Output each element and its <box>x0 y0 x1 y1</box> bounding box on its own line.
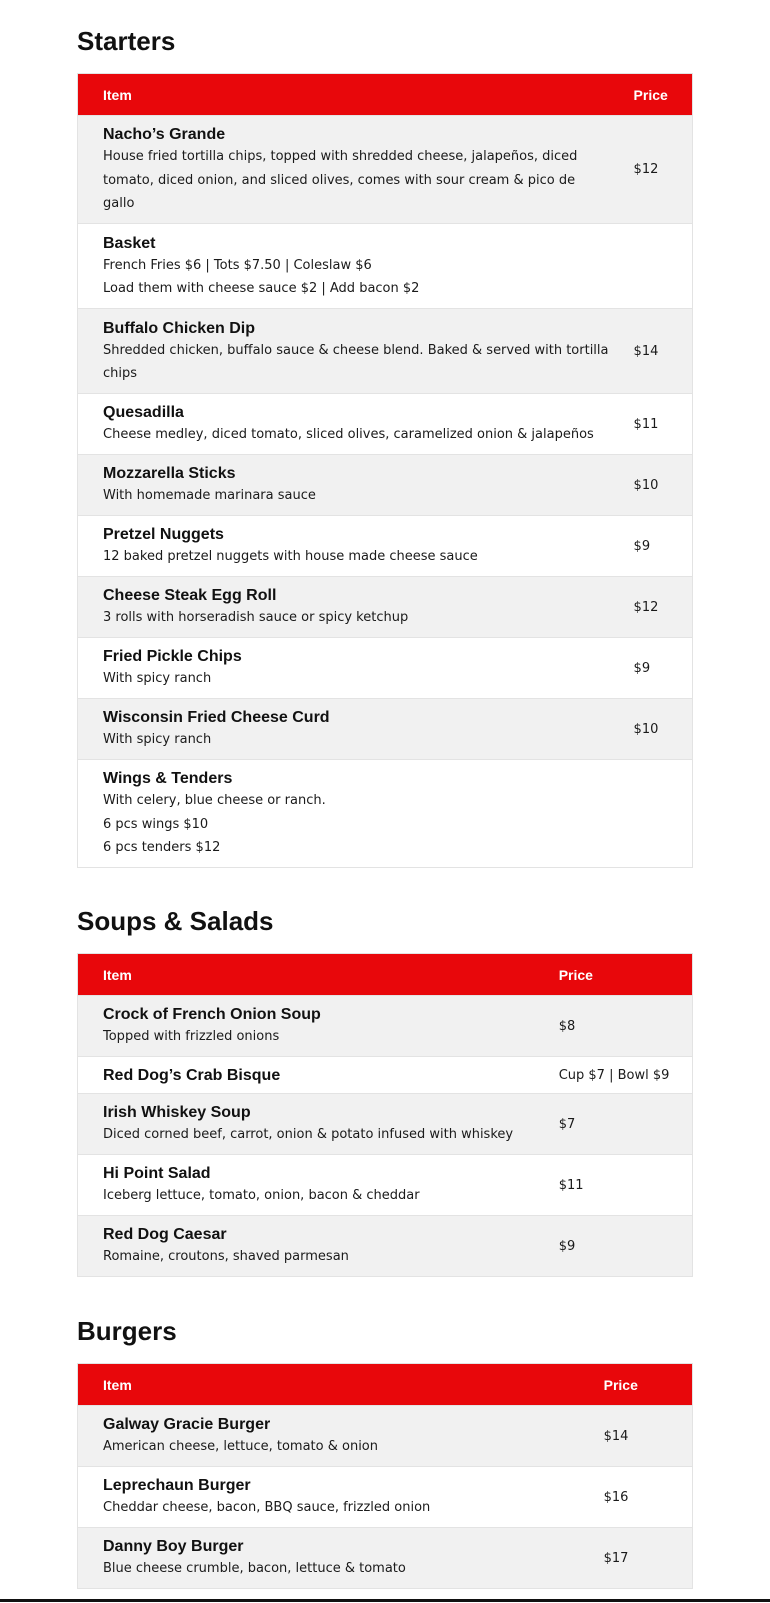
item-price: $9 <box>633 538 651 554</box>
menu-row <box>78 1528 693 1589</box>
item-description: French Fries $6 | Tots $7.50 | Coleslaw $6 <box>103 257 372 273</box>
item-price <box>634 760 693 868</box>
item-name: Red Dog’s Crab Bisque <box>103 1067 281 1084</box>
item-name: Nacho’s Grande <box>103 126 226 144</box>
item-description: House fried tortilla chips, topped with shredded cheese, jalapeños, diced tomato, diced onion, and sliced olives, comes with sour cream & pico de gallo <box>103 149 578 212</box>
item-name: Quesadilla <box>103 404 184 422</box>
page-bottom-rule <box>0 1599 770 1602</box>
item-description: 3 rolls with horseradish sauce or spicy ketchup <box>103 610 409 626</box>
item-name: Leprechaun Burger <box>103 1477 251 1495</box>
item-description: Diced corned beef, carrot, onion & potato infused with whiskey <box>103 1127 514 1143</box>
menu-row <box>78 224 693 309</box>
item-description: Blue cheese crumble, bacon, lettuce & tomato <box>103 1561 406 1577</box>
item-name: Hi Point Salad <box>103 1165 211 1183</box>
menu-row <box>78 638 693 699</box>
item-price: $11 <box>558 1177 584 1193</box>
item-name: Crock of French Onion Soup <box>103 1006 321 1024</box>
menu-row <box>78 455 693 516</box>
item-name: Fried Pickle Chips <box>103 648 242 666</box>
menu-row <box>78 1057 693 1094</box>
item-name: Danny Boy Burger <box>103 1538 244 1556</box>
table-header-row <box>78 954 693 996</box>
column-header-item: Item <box>78 954 559 996</box>
item-description: With homemade marinara sauce <box>103 488 316 504</box>
item-description: 12 baked pretzel nuggets with house made cheese sauce <box>103 549 478 565</box>
item-price: $7 <box>558 1116 576 1132</box>
item-price: $10 <box>633 477 659 493</box>
item-description: Cheddar cheese, bacon, BBQ sauce, frizzled onion <box>103 1500 431 1516</box>
item-price: $12 <box>633 162 659 177</box>
column-header-price: Price <box>634 74 693 116</box>
section-title-burgers: Burgers <box>77 1316 177 1346</box>
menu-row <box>78 394 693 455</box>
item-description: 6 pcs tenders $12 <box>103 840 221 856</box>
item-name: Mozzarella Sticks <box>103 465 236 483</box>
table-header-row <box>78 1364 693 1406</box>
item-name: Wisconsin Fried Cheese Curd <box>103 709 330 727</box>
item-description: Cheese medley, diced tomato, sliced olives, caramelized onion & jalapeños <box>103 427 594 443</box>
menu-row <box>78 1467 693 1528</box>
starters-table <box>77 73 693 868</box>
column-header-item: Item <box>78 1364 604 1406</box>
column-header-price: Price <box>604 1364 693 1406</box>
burgers-table <box>77 1363 693 1589</box>
item-description: 6 pcs wings $10 <box>103 816 209 832</box>
item-description: Shredded chicken, buffalo sauce & cheese blend. Baked & served with tortilla chips <box>103 342 609 381</box>
item-description: American cheese, lettuce, tomato & onion <box>103 1439 378 1455</box>
item-description: Load them with cheese sauce $2 | Add bacon $2 <box>103 281 420 296</box>
item-price: $17 <box>603 1550 629 1566</box>
item-description: Iceberg lettuce, tomato, onion, bacon & cheddar <box>103 1188 420 1204</box>
item-price: $9 <box>633 660 651 676</box>
menu-row <box>78 996 693 1057</box>
item-description: With celery, blue cheese or ranch. <box>103 793 326 809</box>
menu-row <box>78 1155 693 1216</box>
item-name: Red Dog Caesar <box>103 1226 227 1244</box>
item-name: Wings & Tenders <box>103 770 233 788</box>
item-price: $8 <box>558 1018 576 1034</box>
item-name: Buffalo Chicken Dip <box>103 319 256 337</box>
item-description: With spicy ranch <box>103 671 212 687</box>
section-title-soups-salads: Soups & Salads <box>77 906 274 936</box>
menu-row <box>78 116 693 224</box>
item-name: Basket <box>103 234 156 252</box>
menu-row <box>78 1406 693 1467</box>
item-price <box>634 224 693 309</box>
menu-row <box>78 1216 693 1277</box>
item-price: $14 <box>603 1428 629 1444</box>
column-header-price: Price <box>559 954 693 996</box>
soups-salads-table <box>77 953 693 1277</box>
item-price: $12 <box>633 599 659 615</box>
menu-row <box>78 760 693 868</box>
menu-row <box>78 699 693 760</box>
item-price: $11 <box>633 416 659 432</box>
item-description: With spicy ranch <box>103 732 212 748</box>
table-header-row <box>78 74 693 116</box>
item-price: $9 <box>558 1238 576 1254</box>
item-name: Cheese Steak Egg Roll <box>103 587 277 605</box>
item-price: $16 <box>603 1489 629 1505</box>
menu-row <box>78 577 693 638</box>
item-name: Irish Whiskey Soup <box>103 1104 251 1122</box>
menu-row <box>78 516 693 577</box>
section-title-starters: Starters <box>77 26 176 56</box>
item-description: Topped with frizzled onions <box>103 1029 280 1045</box>
item-price: $14 <box>633 343 659 359</box>
menu-row <box>78 1094 693 1155</box>
item-description: Romaine, croutons, shaved parmesan <box>103 1249 349 1265</box>
item-name: Pretzel Nuggets <box>103 526 224 544</box>
item-name: Galway Gracie Burger <box>103 1416 271 1434</box>
column-header-item: Item <box>78 74 634 116</box>
item-price: Cup $7 | Bowl $9 <box>558 1067 670 1083</box>
item-price: $10 <box>633 721 659 737</box>
menu-row <box>78 309 693 394</box>
